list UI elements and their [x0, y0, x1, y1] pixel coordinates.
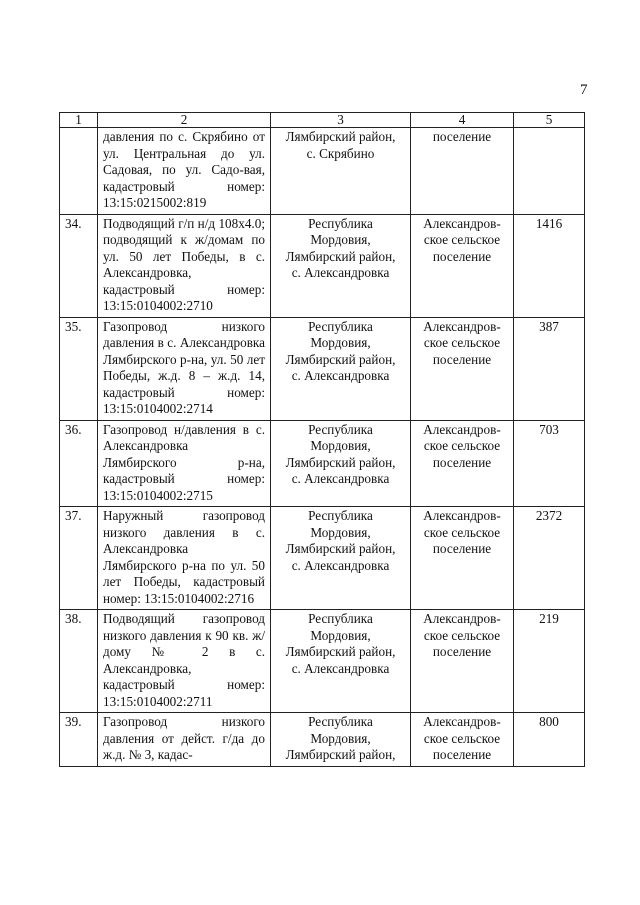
location-cell: [271, 214, 411, 317]
pipeline-description-cell: давления по с. Скрябино от ул. Центральная до ул. Садовая, по ул. Садо-вая, кадастровый номер: 13:15:0215002:819: [98, 128, 271, 215]
settlement-cell: [411, 507, 514, 610]
length-cell: 2372: [514, 507, 585, 610]
length-cell: 219: [514, 610, 585, 713]
location-line: с. Александровка: [291, 557, 390, 573]
table-row: [60, 420, 585, 507]
header-row: [60, 113, 585, 128]
settlement-line: Александров-: [423, 318, 501, 334]
table-body: [60, 128, 585, 767]
length-cell: [514, 128, 585, 215]
location-line: Мордовия,: [310, 335, 371, 350]
location-line: Республика: [308, 714, 373, 729]
settlement-line: ское сельское: [423, 335, 501, 350]
settlement-cell: [411, 214, 514, 317]
settlement-line: ское сельское: [423, 730, 501, 746]
settlement-line: Александров-: [423, 714, 501, 729]
location-line: с. Александровка: [291, 471, 390, 486]
settlement-line: поселение: [432, 541, 492, 556]
row-number-cell: [60, 128, 98, 215]
location-line: Лямбирский район,: [285, 454, 396, 470]
location-line: Лямбирский район,: [285, 351, 396, 367]
length-cell: 387: [514, 317, 585, 420]
location-line: Республика: [308, 508, 373, 523]
location-line: Республика: [308, 215, 373, 231]
location-cell: [271, 317, 411, 420]
location-line: с. Александровка: [291, 368, 390, 383]
pipeline-description-cell: Газопровод низкого давления от дейст. г/да до ж.д. № 3, кадас-: [98, 713, 271, 767]
row-number-cell: 34.: [60, 214, 98, 317]
location-line: Лямбирский район,: [285, 747, 396, 762]
settlement-line: ское сельское: [423, 438, 501, 453]
settlement-line: поселение: [432, 129, 492, 144]
settlement-line: Александров-: [423, 508, 501, 523]
location-cell: [271, 610, 411, 713]
header-col-3: 3: [271, 113, 411, 128]
gas-pipeline-registry-table: [59, 112, 585, 767]
location-line: Республика: [308, 421, 373, 437]
row-number-cell: 35.: [60, 317, 98, 420]
location-cell: [271, 128, 411, 215]
header-col-2: 2: [98, 113, 271, 128]
settlement-line: поселение: [432, 454, 492, 470]
pipeline-description-cell: Газопровод н/давления в с. Александровка Лямбирского р-на, кадастровый номер: 13:15:0104002:2715: [98, 420, 271, 507]
location-line: Мордовия,: [310, 627, 371, 643]
table-row: [60, 128, 585, 215]
location-line: Лямбирский район,: [285, 248, 396, 264]
settlement-line: ское сельское: [423, 232, 501, 247]
pipeline-description-cell: Подводящий г/п н/д 108х4.0; подводящий к ж/домам по ул. 50 лет Победы, в с. Александровка, кадастровый номер: 13:15:0104002:2710: [98, 214, 271, 317]
table-row: [60, 713, 585, 767]
location-line: с. Александровка: [291, 265, 390, 280]
header-col-4: 4: [411, 113, 514, 128]
row-number-cell: 36.: [60, 420, 98, 507]
pipeline-description-cell: Газопровод низкого давления в с. Александровка Лямбирского р-на, ул. 50 лет Победы, ж.д. 8 – ж.д. 14, кадастровый номер: 13:15:0104002:2714: [98, 317, 271, 420]
location-line: Лямбирский район,: [285, 541, 396, 556]
row-number-cell: 39.: [60, 713, 98, 767]
location-cell: [271, 507, 411, 610]
settlement-line: поселение: [432, 644, 492, 659]
pipeline-description-cell: Наружный газопровод низкого давления в с. Александровка Лямбирского р-на по ул. 50 лет Победы, кадастровый номер: 13:15:0104002:2716: [98, 507, 271, 610]
settlement-line: Александров-: [423, 215, 501, 231]
settlement-line: ское сельское: [423, 627, 501, 643]
settlement-cell: [411, 420, 514, 507]
header-col-1: 1: [60, 113, 98, 128]
location-line: Лямбирский район,: [285, 129, 396, 144]
table-row: [60, 317, 585, 420]
settlement-line: Александров-: [423, 421, 501, 437]
location-cell: [271, 713, 411, 767]
location-line: Лямбирский район,: [285, 644, 396, 659]
location-line: Мордовия,: [310, 232, 371, 247]
row-number-cell: 37.: [60, 507, 98, 610]
header-col-5: 5: [514, 113, 585, 128]
settlement-line: Александров-: [423, 611, 501, 626]
settlement-line: поселение: [432, 248, 492, 264]
table-row: [60, 610, 585, 713]
location-line: Мордовия,: [310, 438, 371, 453]
settlement-cell: [411, 713, 514, 767]
pipeline-description-cell: Подводящий газопровод низкого давления к 90 кв. ж/дому № 2 в с. Александровка, кадастровый номер: 13:15:0104002:2711: [98, 610, 271, 713]
location-cell: [271, 420, 411, 507]
location-line: Мордовия,: [310, 730, 371, 746]
settlement-line: поселение: [432, 747, 492, 762]
table-row: [60, 214, 585, 317]
location-line: с. Александровка: [291, 660, 390, 676]
row-number-cell: 38.: [60, 610, 98, 713]
location-line: с. Скрябино: [306, 145, 375, 161]
location-line: Республика: [308, 318, 373, 334]
settlement-cell: [411, 128, 514, 215]
location-line: Мордовия,: [310, 524, 371, 540]
page-number: 7: [580, 82, 588, 98]
settlement-cell: [411, 610, 514, 713]
length-cell: 703: [514, 420, 585, 507]
length-cell: 800: [514, 713, 585, 767]
location-line: Республика: [308, 611, 373, 626]
settlement-line: ское сельское: [423, 524, 501, 540]
length-cell: 1416: [514, 214, 585, 317]
settlement-line: поселение: [432, 351, 492, 367]
table-row: [60, 507, 585, 610]
settlement-cell: [411, 317, 514, 420]
